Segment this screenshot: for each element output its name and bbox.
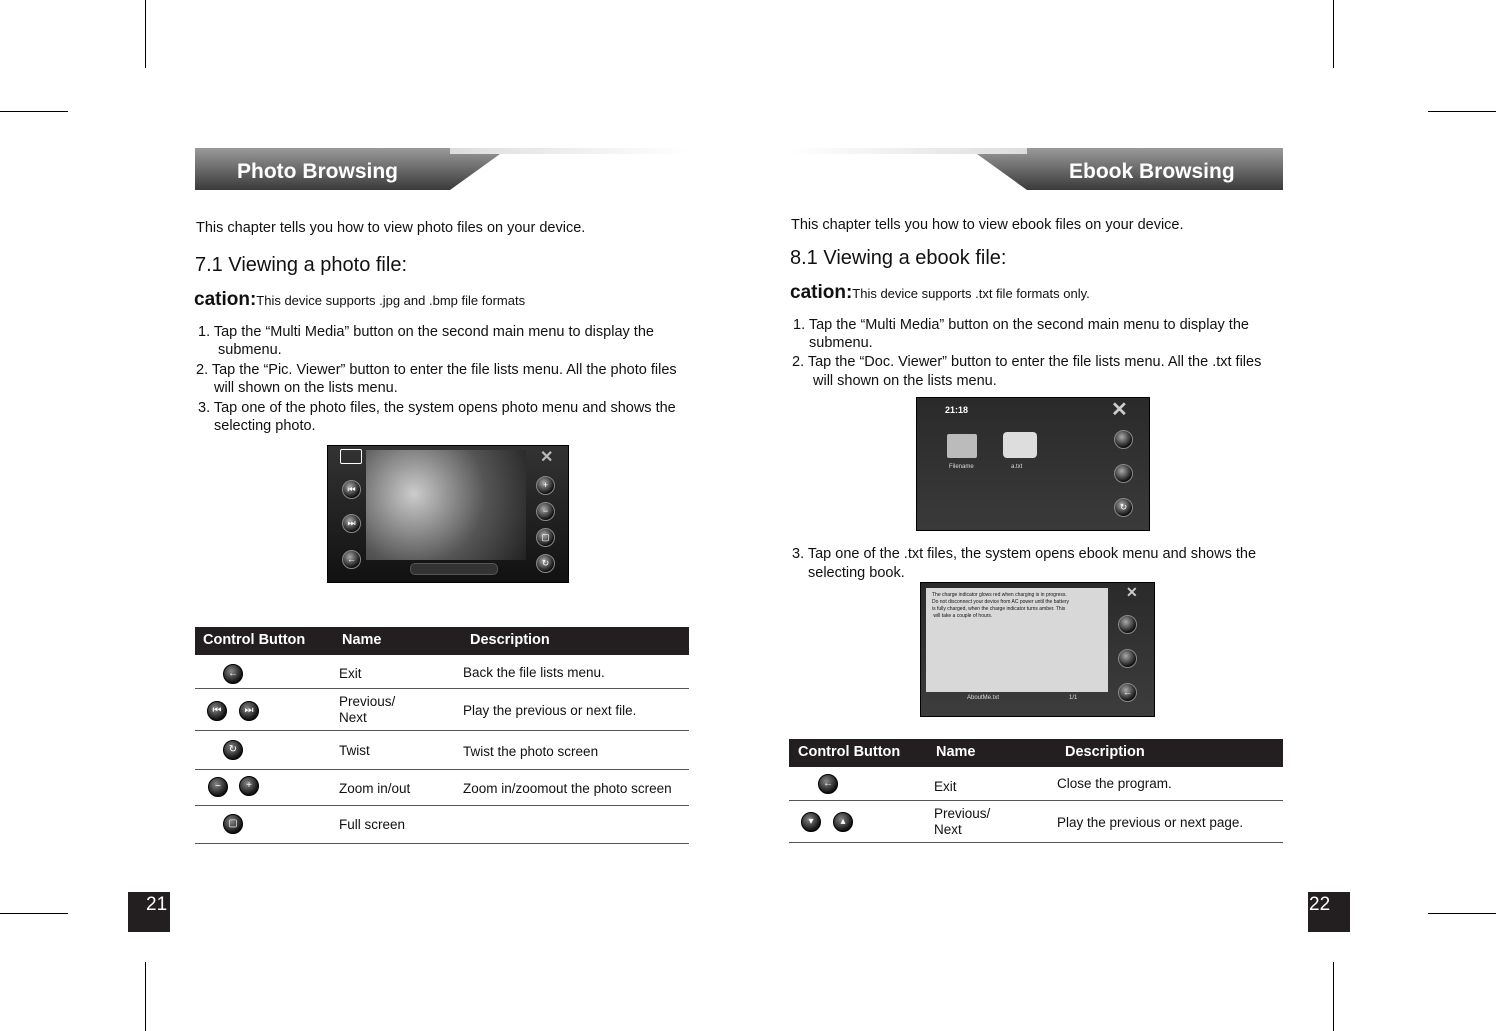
close-icon: ✕ <box>1126 584 1138 600</box>
table-divider <box>789 800 1283 801</box>
caution-note <box>194 289 525 311</box>
ebook-page-indicator: 1/1 <box>1069 695 1078 701</box>
table-cell-name: Twist <box>339 743 370 758</box>
ebook-text-line: will take a couple of hours. <box>932 613 993 619</box>
column-header: Description <box>470 632 550 648</box>
rotate-icon: ↻ <box>223 740 243 760</box>
column-header: Name <box>936 744 976 760</box>
table-cell-name: Full screen <box>339 817 406 832</box>
step-line: will shown on the lists menu. <box>214 380 398 396</box>
intro-text: This chapter tells you how to view ebook files on your device. <box>791 217 1184 233</box>
down-icon <box>1118 649 1137 668</box>
close-icon: ✕ <box>1111 399 1128 421</box>
ebook-text-line: Do not disconnect your device from AC power until the battery <box>932 599 1070 605</box>
step-line: selecting photo. <box>214 418 316 434</box>
table-cell-name: Exit <box>339 666 362 681</box>
table-cell-name-text: Previous/ Next <box>934 806 991 837</box>
step-line: 2. Tap the “Doc. Viewer” button to enter the file lists menu. All the .txt files <box>792 354 1262 370</box>
step-line: 1. Tap the “Multi Media” button on the second main menu to display the <box>198 324 654 340</box>
previous-icon: ⏮ <box>207 701 227 721</box>
step-line: 3. Tap one of the .txt files, the system opens ebook menu and shows the <box>792 546 1257 562</box>
back-arrow-icon: ← <box>223 664 243 684</box>
rotate-icon: ↻ <box>536 554 555 573</box>
crop-mark <box>0 913 68 914</box>
down-icon <box>1114 464 1133 483</box>
crop-mark <box>1428 913 1496 914</box>
page-number <box>128 892 170 932</box>
next-icon: ⏭ <box>342 514 361 533</box>
step-line: selecting book. <box>808 565 905 581</box>
column-header: Name <box>342 632 382 648</box>
table-cell-name-text: Previous/ Next <box>339 694 396 725</box>
crop-mark <box>145 0 146 68</box>
back-arrow-icon: ← <box>342 550 361 569</box>
close-icon: ✕ <box>540 449 554 466</box>
table-cell-description: Play the previous or next page. <box>1057 815 1244 830</box>
table-divider <box>195 688 689 689</box>
column-header: Description <box>1065 744 1145 760</box>
ebook-text-area <box>926 588 1108 692</box>
page-number-text: 22 <box>1309 894 1331 915</box>
table-cell-description: Play the previous or next file. <box>463 703 637 718</box>
section-heading: 7.1 Viewing a photo file: <box>195 254 408 276</box>
zoom-out-icon: − <box>536 502 555 521</box>
crop-mark <box>0 111 68 112</box>
next-icon: ⏭ <box>239 701 259 721</box>
ebook-filename: AboutMe.txt <box>967 695 1000 701</box>
crop-mark <box>1333 962 1334 1031</box>
table-divider <box>789 842 1283 843</box>
page-number <box>1308 892 1350 932</box>
table-cell-name <box>339 694 395 726</box>
step-line: 1. Tap the “Multi Media” button on the second main menu to display the <box>793 317 1249 333</box>
table-divider <box>195 805 689 806</box>
table-divider <box>195 843 689 844</box>
ebook-reader-screenshot <box>920 582 1155 717</box>
up-icon <box>1118 615 1137 634</box>
table-cell-name <box>934 806 990 838</box>
folder-icon <box>947 434 977 458</box>
photo-image <box>366 450 526 560</box>
crop-mark <box>1333 0 1334 68</box>
ebook-text-line: The charge indicator glows red when charging is in progress. <box>932 592 1067 598</box>
camera-icon <box>340 449 362 464</box>
column-header: Control Button <box>203 632 306 648</box>
table-divider <box>195 730 689 731</box>
page-title: Ebook Browsing <box>1069 160 1235 183</box>
caution-text: This device supports .txt file formats only. <box>852 286 1090 301</box>
caution-label: cation: <box>790 282 853 303</box>
file-list-screenshot <box>916 397 1150 531</box>
page-number-text: 21 <box>146 894 168 915</box>
up-icon: ▴ <box>833 812 853 832</box>
full-screen-icon: ▢ <box>223 814 243 834</box>
file-label: a.txt <box>1011 464 1023 470</box>
step-line: 2. Tap the “Pic. Viewer” button to enter the file lists menu. All the photo files <box>196 362 677 378</box>
step-line: 3. Tap one of the photo files, the system opens photo menu and shows the <box>198 400 676 416</box>
back-arrow-icon: ← <box>1118 683 1137 702</box>
file-label: Filename <box>949 464 974 470</box>
table-cell-name: Exit <box>934 779 957 794</box>
previous-icon: ⏮ <box>342 480 361 499</box>
table-cell-description: Twist the photo screen <box>463 744 599 759</box>
table-divider <box>195 769 689 770</box>
table-cell-description: Close the program. <box>1057 776 1172 791</box>
status-bar <box>410 563 498 575</box>
step-line: submenu. <box>809 335 873 351</box>
crop-mark <box>145 962 146 1031</box>
section-heading: 8.1 Viewing a ebook file: <box>790 247 1007 269</box>
ebook-text-line: is fully charged, when the charge indicator turns amber. This <box>932 606 1066 612</box>
full-screen-icon: ▢ <box>536 528 555 547</box>
intro-text: This chapter tells you how to view photo files on your device. <box>196 220 586 236</box>
control-table-header <box>195 627 689 655</box>
caution-label: cation: <box>194 289 257 310</box>
step-line: submenu. <box>218 342 282 358</box>
column-header: Control Button <box>798 744 901 760</box>
zoom-in-icon: + <box>536 476 555 495</box>
page-title: Photo Browsing <box>237 160 398 183</box>
back-arrow-icon: ← <box>818 774 838 794</box>
up-icon <box>1114 430 1133 449</box>
zoom-out-icon: − <box>208 777 228 797</box>
down-icon: ▾ <box>801 812 821 832</box>
caution-text: This device supports .jpg and .bmp file formats <box>256 293 526 308</box>
step-line: will shown on the lists menu. <box>813 373 997 389</box>
control-table-header <box>789 739 1283 767</box>
book-icon <box>1003 432 1037 458</box>
table-cell-name: Zoom in/out <box>339 781 411 796</box>
table-cell-description: Back the file lists menu. <box>463 665 605 680</box>
photo-viewer-screenshot <box>327 445 569 583</box>
rotate-icon: ↻ <box>1114 498 1133 517</box>
caution-note <box>790 282 1090 304</box>
table-cell-description: Zoom in/zoomout the photo screen <box>463 781 672 796</box>
clock-text: 21:18 <box>945 405 969 415</box>
crop-mark <box>1428 111 1496 112</box>
zoom-in-icon: + <box>239 776 259 796</box>
